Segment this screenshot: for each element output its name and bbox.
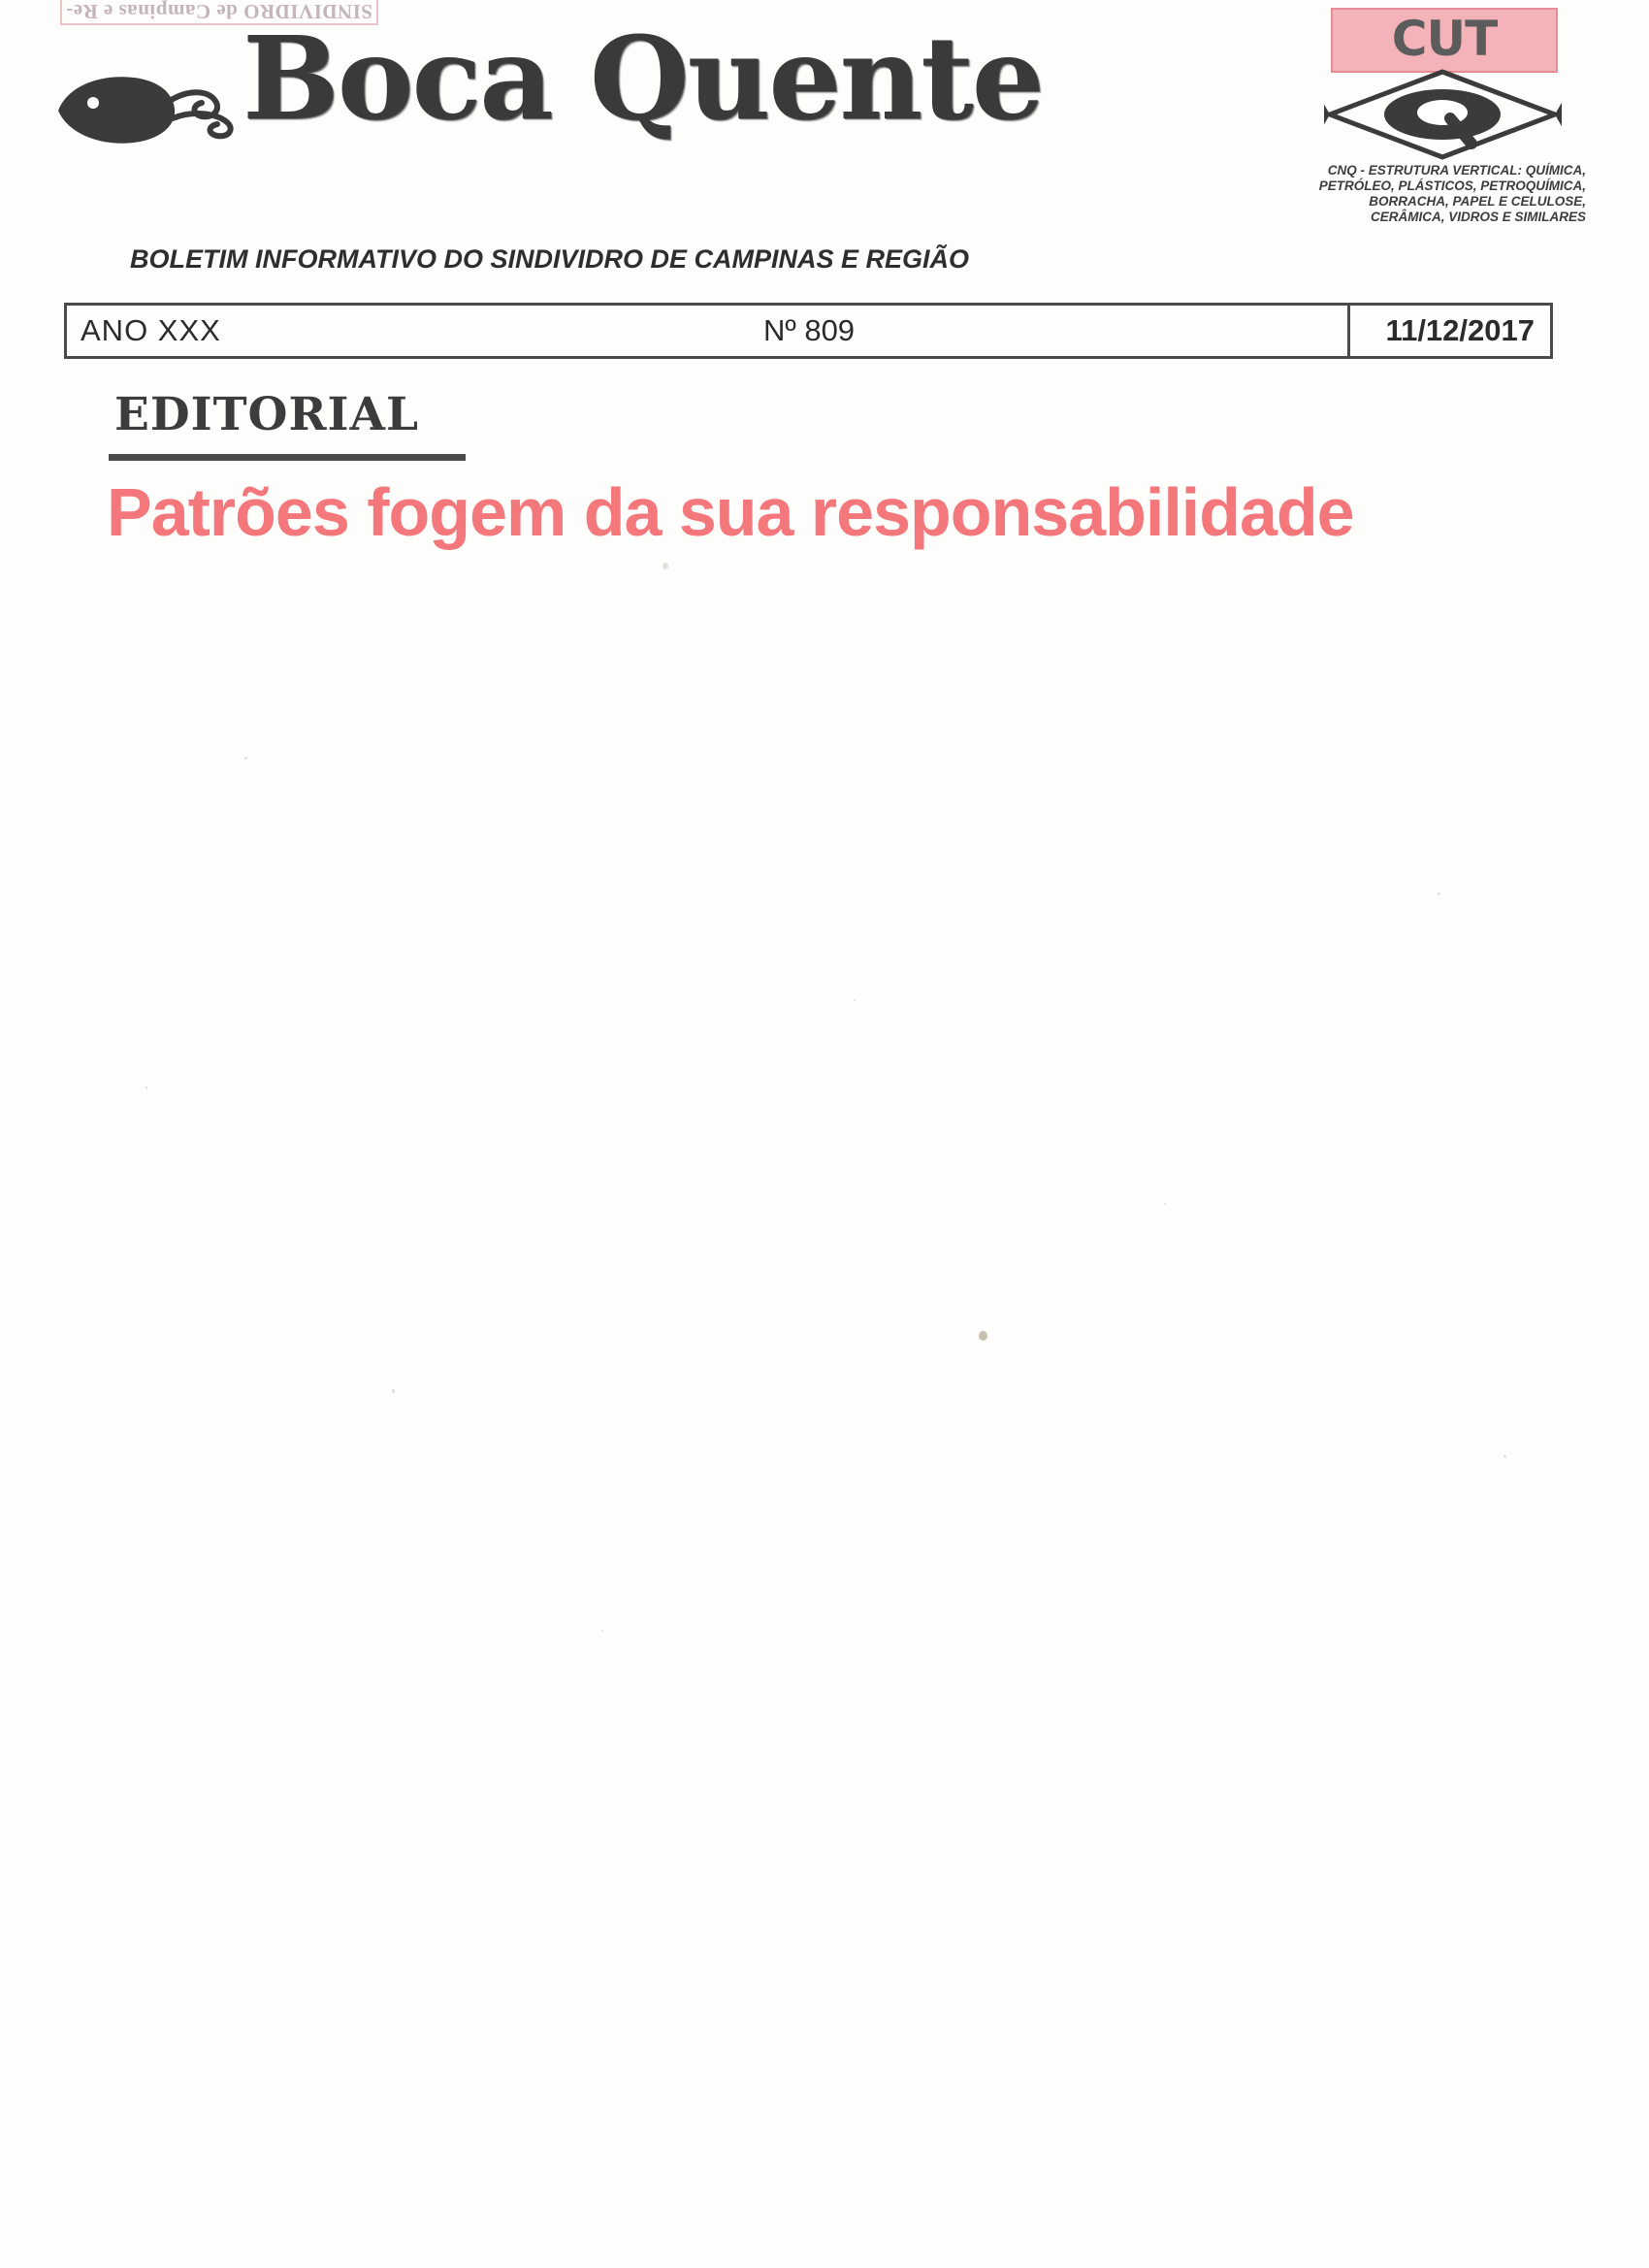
fish-icon [50,60,259,157]
masthead-subtitle: BOLETIM INFORMATIVO DO SINDIVIDRO DE CAMPINAS E REGIÃO [130,244,970,274]
cut-logo-block [1305,8,1586,224]
bleed-through-label: SINDIVIDRO de Campinas e Re- [60,0,378,25]
issue-year: ANO XXX [81,313,221,347]
page-body-blank [0,582,1649,2268]
cut-logo-label: CUT [1391,11,1498,67]
cnq-description: CNQ - ESTRUTURA VERTICAL: QUÍMICA, PETRÓLEO, PLÁSTICOS, PETROQUÍMICA, BORRACHA, PAPEL E CELULOSE, CERÂMICA, VIDROS E SIMILARES [1318,163,1586,224]
info-bar-divider [1347,306,1350,356]
masthead-title: Boca Quente [242,11,1043,146]
editorial-underline [109,454,466,461]
cut-logo-box [1331,8,1558,73]
masthead [0,0,1649,291]
editorial-section-label: EDITORIAL [114,388,420,441]
issue-info-bar [64,303,1553,359]
editorial-headline: Patrões fogem da sua responsabilidade [107,474,1354,550]
cnq-logo-icon [1324,68,1562,161]
issue-date: 11/12/2017 [1385,313,1535,347]
issue-number: Nº 809 [763,313,856,347]
